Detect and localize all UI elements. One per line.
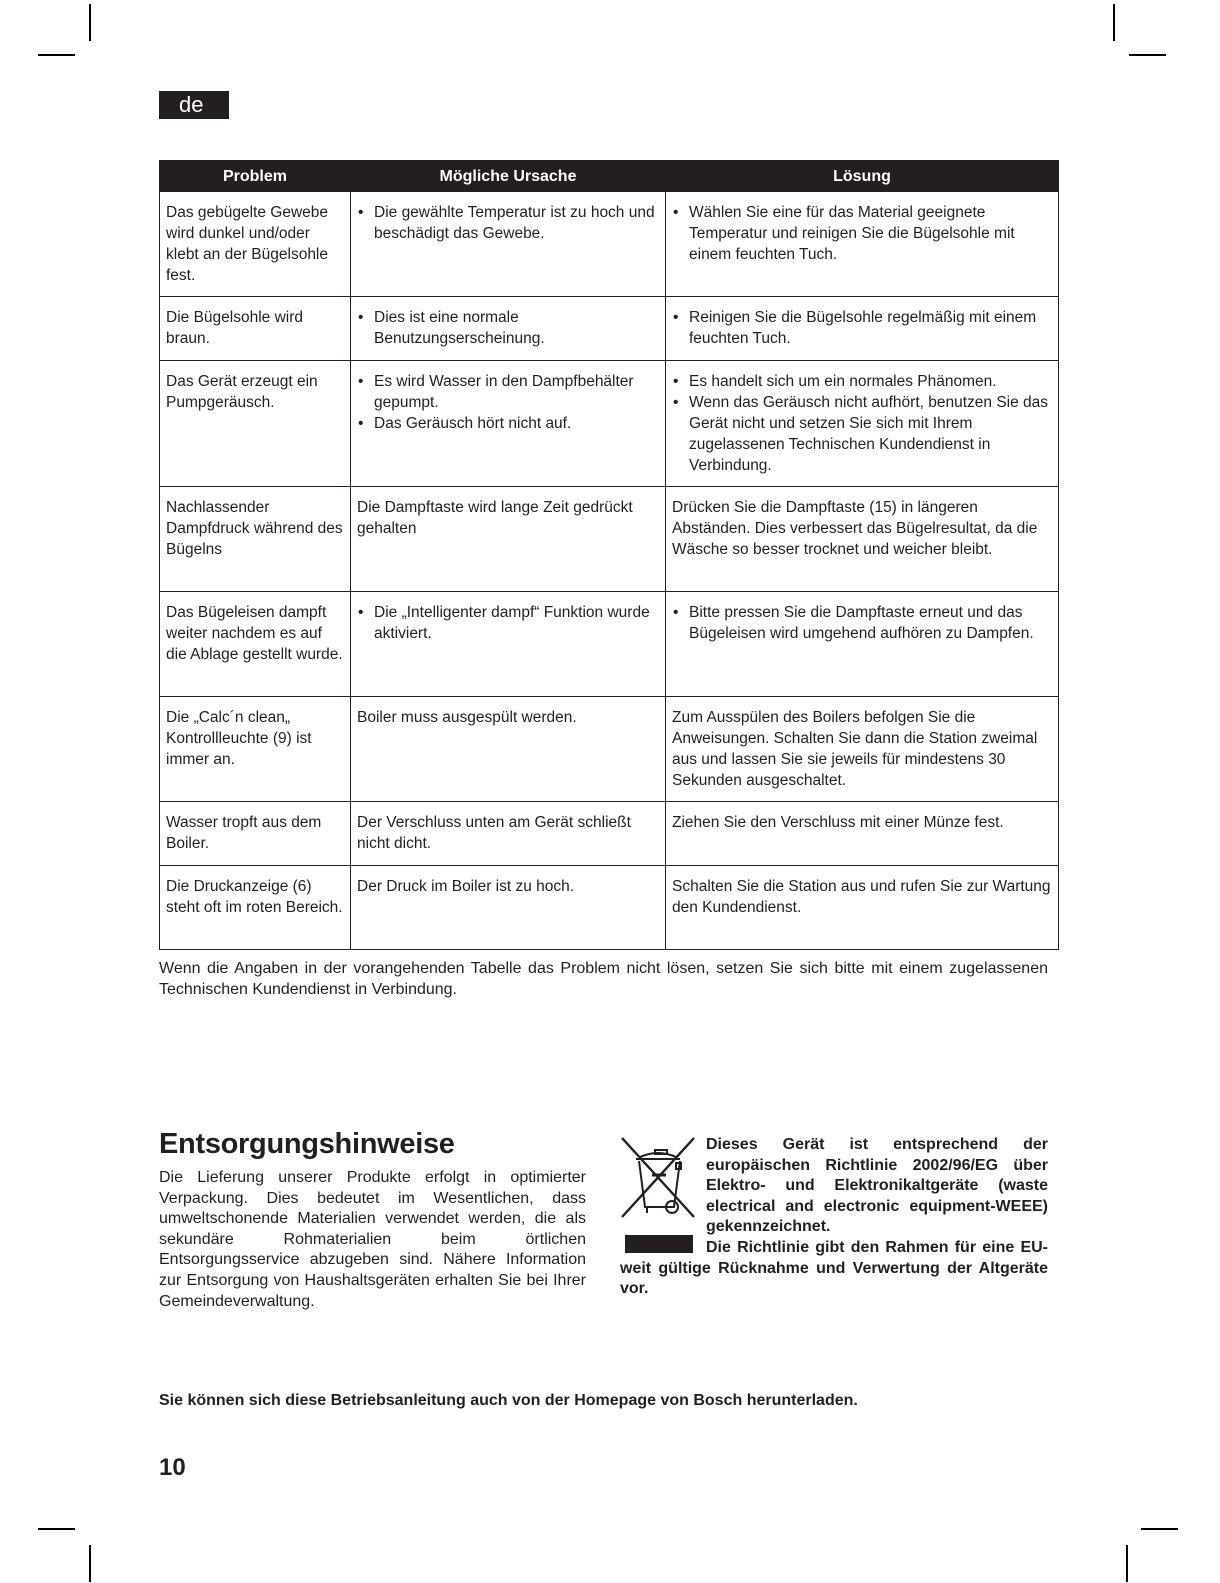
problem-cell: Die Druckanzeige (6) steht oft im roten Bereich. — [160, 866, 351, 950]
problem-cell: Nachlassender Dampfdruck während des Bügelns — [160, 487, 351, 592]
solution-cell: Zum Ausspülen des Boilers befolgen Sie die Anweisungen. Schalten Sie dann die Station zweimal aus und lassen Sie sie jeweils für mindestens 30 Sekunden ausgeschaltet. — [666, 697, 1059, 802]
table-row — [160, 487, 1059, 592]
solution-cell: Ziehen Sie den Verschluss mit einer Münze fest. — [666, 802, 1059, 866]
weee-paragraph-2-text: Die Richtlinie gibt den Rahmen für eine EU-weit gültige Rücknahme und Verwertung der Altgeräte vor. — [620, 1238, 1048, 1298]
crop-mark — [1113, 4, 1115, 41]
problem-cell: Das Bügeleisen dampft weiter nachdem es auf die Ablage gestellt wurde. — [160, 592, 351, 697]
table-row — [160, 361, 1059, 487]
column-header-problem: Problem — [160, 161, 351, 192]
weee-notice — [620, 1135, 1048, 1300]
weee-black-bar — [625, 1235, 693, 1253]
cause-cell: Der Druck im Boiler ist zu hoch. — [351, 866, 666, 950]
cause-cell — [351, 592, 666, 697]
cause-cell — [351, 361, 666, 487]
cause-item: • Die gewählte Temperatur ist zu hoch und beschädigt das Gewebe. — [357, 202, 659, 244]
solution-cell — [666, 297, 1059, 361]
download-note: Sie können sich diese Betriebsanleitung auch von der Homepage von Bosch herunterladen. — [159, 1392, 858, 1409]
solution-item: • Reinigen Sie die Bügelsohle regelmäßig mit einem feuchten Tuch. — [672, 307, 1052, 349]
cause-cell: Der Verschluss unten am Gerät schließt nicht dicht. — [351, 802, 666, 866]
table-row — [160, 192, 1059, 297]
solution-cell — [666, 192, 1059, 297]
disposal-heading: Entsorgungshinweise — [159, 1128, 455, 1160]
cause-item: • Das Geräusch hört nicht auf. — [357, 413, 659, 434]
table-footnote: Wenn die Angaben in der vorangehenden Tabelle das Problem nicht lösen, setzen Sie sich bitte mit einem zugelassenen Technischen Kundendienst in Verbindung. — [159, 960, 1048, 998]
cause-cell: Die Dampftaste wird lange Zeit gedrückt gehalten — [351, 487, 666, 592]
crop-mark — [38, 1528, 75, 1530]
crop-mark — [1126, 1545, 1128, 1582]
column-header-solution: Lösung — [666, 161, 1059, 192]
table-row — [160, 697, 1059, 802]
cause-item: • Es wird Wasser in den Dampfbehälter gepumpt. — [357, 371, 659, 413]
table-row — [160, 592, 1059, 697]
cause-cell — [351, 192, 666, 297]
table-header-row — [160, 161, 1059, 192]
problem-cell: Das Gerät erzeugt ein Pumpgeräusch. — [160, 361, 351, 487]
problem-cell: Wasser tropft aus dem Boiler. — [160, 802, 351, 866]
solution-cell: Schalten Sie die Station aus und rufen Sie zur Wartung den Kundendienst. — [666, 866, 1059, 950]
language-tab: de — [159, 91, 229, 119]
cause-item: • Die „Intelligenter dampf“ Funktion wurde aktiviert. — [357, 602, 659, 644]
problem-cell: Die „Calc´n clean„ Kontrollleuchte (9) ist immer an. — [160, 697, 351, 802]
table-row — [160, 866, 1059, 950]
crop-mark — [89, 4, 91, 41]
cause-cell — [351, 297, 666, 361]
crop-mark — [89, 1545, 91, 1582]
column-header-cause: Mögliche Ursache — [351, 161, 666, 192]
crossed-out-wheelie-bin-icon — [620, 1135, 698, 1225]
troubleshooting-table — [159, 160, 1059, 950]
solution-item: • Es handelt sich um ein normales Phänomen. — [672, 371, 1052, 392]
solution-item: • Wählen Sie eine für das Material geeignete Temperatur und reinigen Sie die Bügelsohle mit einem feuchten Tuch. — [672, 202, 1052, 265]
solution-cell — [666, 592, 1059, 697]
solution-item: • Wenn das Geräusch nicht aufhört, benutzen Sie das Gerät nicht und setzen Sie sich mit Ihrem zugelassenen Technischen Kundendienst in Verbindung. — [672, 392, 1052, 476]
page-number: 10 — [159, 1454, 186, 1481]
table-row — [160, 297, 1059, 361]
solution-item: • Bitte pressen Sie die Dampftaste erneut und das Bügeleisen wird umgehend aufhören zu Dampfen. — [672, 602, 1052, 644]
solution-cell — [666, 361, 1059, 487]
solution-cell: Drücken Sie die Dampftaste (15) in längeren Abständen. Dies verbessert das Bügelresultat, da die Wäsche so besser trocknet und weicher bleibt. — [666, 487, 1059, 592]
weee-paragraph-1: Dieses Gerät ist entsprechend der europäischen Richtlinie 2002/96/EG über Elektro- und Elektronikaltgeräte (waste electrical and electronic equipment-WEEE) gekennzeichnet. — [706, 1136, 1048, 1236]
problem-cell: Die Bügelsohle wird braun. — [160, 297, 351, 361]
cause-item: • Dies ist eine normale Benutzungserscheinung. — [357, 307, 659, 349]
crop-mark — [38, 54, 75, 56]
crop-mark — [1141, 1528, 1178, 1530]
cause-cell: Boiler muss ausgespült werden. — [351, 697, 666, 802]
problem-cell: Das gebügelte Gewebe wird dunkel und/oder klebt an der Bügelsohle fest. — [160, 192, 351, 297]
crop-mark — [1129, 54, 1166, 56]
table-row — [160, 802, 1059, 866]
disposal-paragraph: Die Lieferung unserer Produkte erfolgt in optimierter Verpackung. Dies bedeutet im Wesentlichen, dass umweltschonende Materialien verwendet werden, die als sekundäre Rohmaterialien beim örtlichen Entsorgungsservice abzugeben sind. Nähere Information zur Entsorgung von Haushaltsgeräten erhalten Sie bei Ihrer Gemeindeverwaltung. — [159, 1169, 586, 1310]
